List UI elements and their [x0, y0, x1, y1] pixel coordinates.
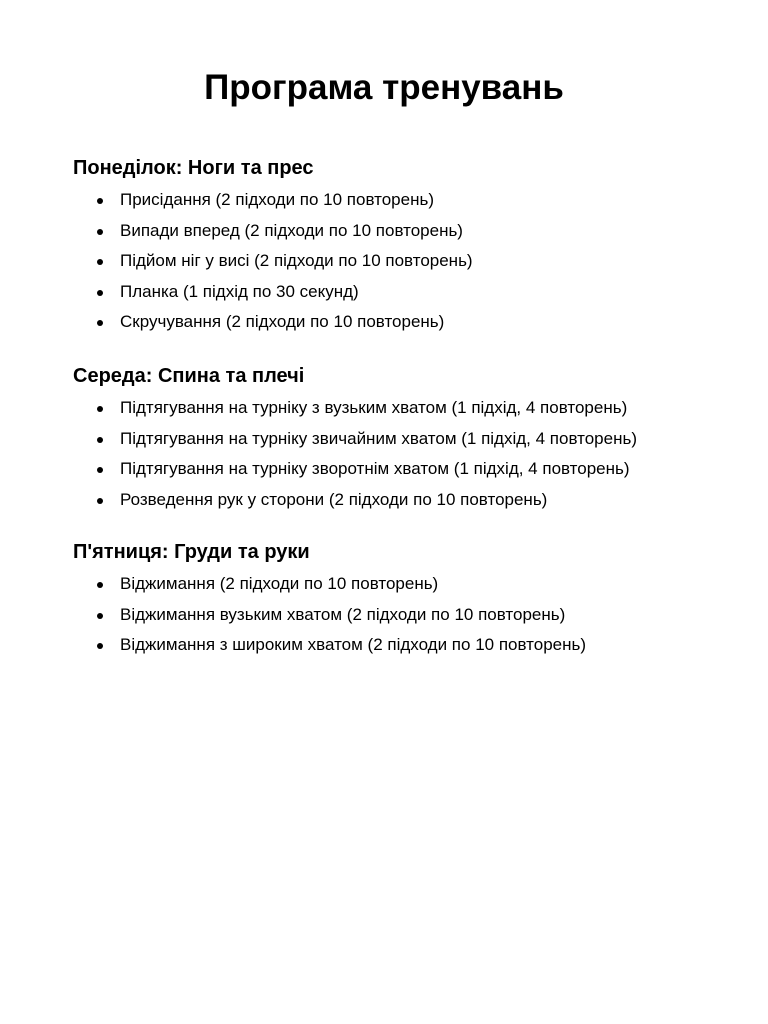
section-friday — [73, 540, 733, 666]
document-title: Програма тренувань — [204, 68, 564, 107]
exercise-text: Планка (1 підхід по 30 секунд) — [120, 281, 359, 301]
exercise-text: Розведення рук у сторони (2 підходи по 10 повторень) — [120, 489, 548, 509]
bullet-icon — [97, 406, 103, 412]
exercise-text: Віджимання (2 підходи по 10 повторень) — [120, 574, 439, 593]
list-item — [73, 398, 733, 429]
bullet-icon — [97, 290, 103, 296]
exercise-list — [73, 574, 733, 666]
list-item — [73, 190, 733, 221]
bullet-icon — [97, 582, 103, 588]
exercise-text: Віджимання вузьким хватом (2 підходи по 10 повторень) — [120, 604, 566, 624]
section-heading: Понеділок: Ноги та прес — [73, 157, 314, 179]
exercise-text: Присідання (2 підходи по 10 повторень) — [120, 190, 434, 209]
section-heading: Середа: Спина та плечі — [73, 365, 305, 387]
section-monday — [73, 156, 733, 343]
exercise-text: Віджимання з широким хватом (2 підходи по 10 повторень) — [120, 635, 587, 654]
list-item — [73, 221, 733, 252]
bullet-icon — [97, 198, 103, 204]
bullet-icon — [97, 498, 103, 504]
list-item — [73, 312, 733, 343]
section-wednesday — [73, 364, 733, 520]
list-item — [73, 459, 733, 490]
list-item — [73, 635, 733, 666]
list-item — [73, 605, 733, 636]
list-item — [73, 251, 733, 282]
list-item — [73, 429, 733, 460]
exercise-list — [73, 398, 733, 520]
list-item — [73, 282, 733, 313]
bullet-icon — [97, 259, 103, 265]
list-item — [73, 574, 733, 605]
bullet-icon — [97, 437, 103, 443]
exercise-text: Підйом ніг у висі (2 підходи по 10 повторень) — [120, 251, 473, 270]
exercise-text: Випади вперед (2 підходи по 10 повторень) — [120, 220, 463, 240]
list-item — [73, 490, 733, 521]
exercise-text: Підтягування на турніку зворотнім хватом (1 підхід, 4 повторень) — [120, 459, 630, 478]
exercise-list — [73, 190, 733, 343]
exercise-text: Скручування (2 підходи по 10 повторень) — [120, 312, 445, 331]
bullet-icon — [97, 643, 103, 649]
bullet-icon — [97, 229, 103, 235]
exercise-text: Підтягування на турніку звичайним хватом (1 підхід, 4 повторень) — [120, 428, 637, 448]
section-heading: П'ятниця: Груди та руки — [73, 541, 310, 563]
bullet-icon — [97, 320, 103, 326]
bullet-icon — [97, 467, 103, 473]
bullet-icon — [97, 613, 103, 619]
exercise-text: Підтягування на турніку з вузьким хватом (1 підхід, 4 повторень) — [120, 398, 628, 417]
